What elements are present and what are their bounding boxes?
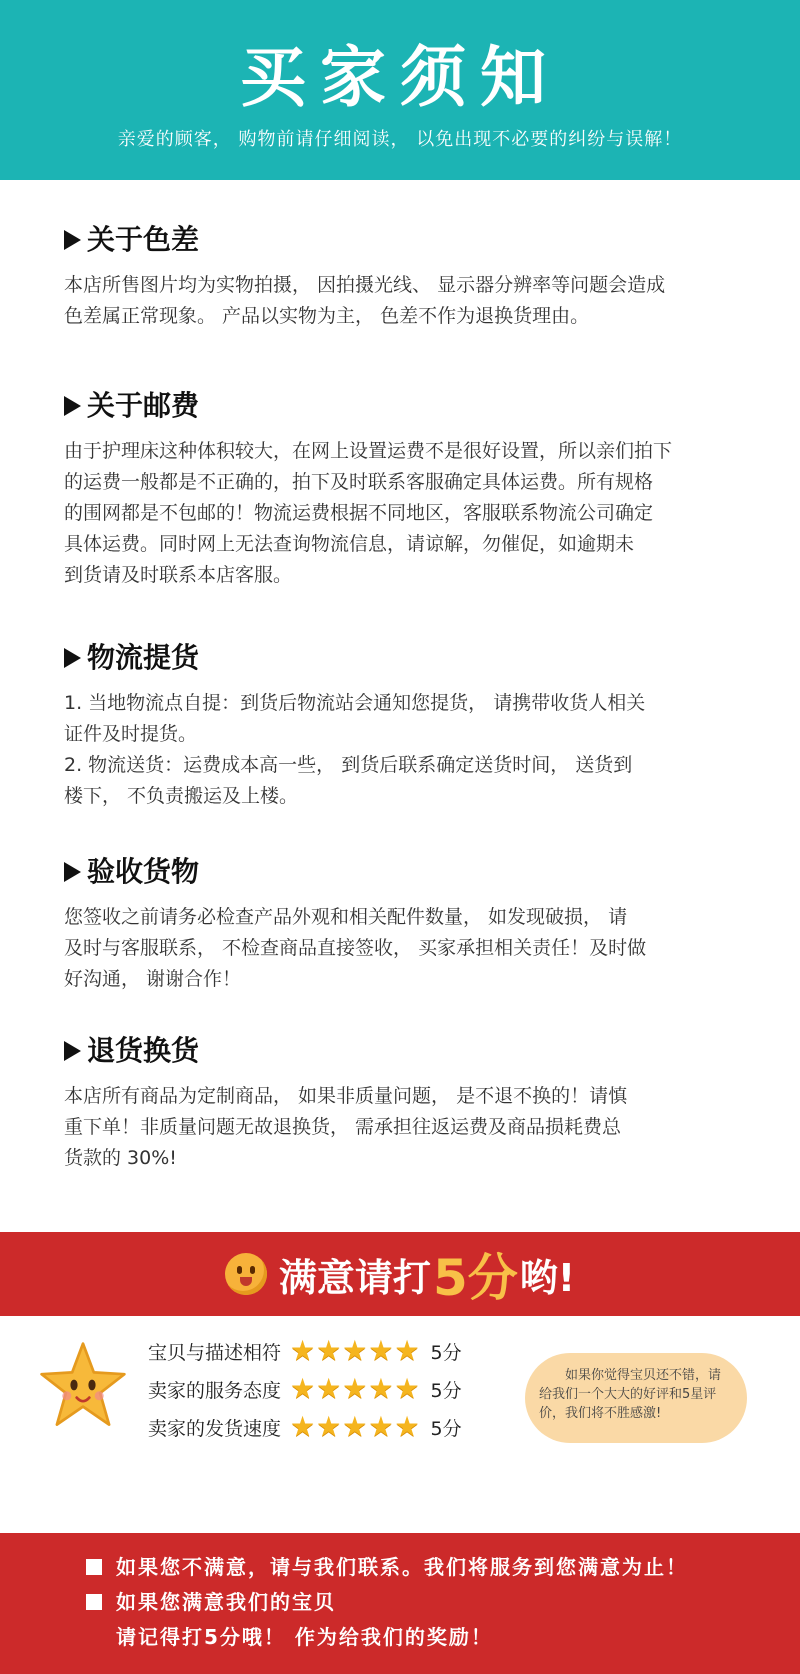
section-heading: 验收货物: [64, 854, 764, 890]
section-logistics-pickup: [64, 640, 764, 812]
section-body: 您签收之前请务必检查产品外观和相关配件数量， 如发现破损， 请 及时与客服联系， 不检查商品直接签收， 买家承担相关责任！及时做 好沟通， 谢谢合作！: [64, 906, 647, 990]
footer-banner: [0, 1533, 800, 1674]
star-icon: ★: [316, 1410, 342, 1443]
triangle-bullet-icon: [64, 230, 81, 250]
rating-row-description: 宝贝与描述相符 ★ ★ ★ ★ ★ 5分: [148, 1334, 462, 1367]
star-icon: ★: [394, 1410, 420, 1443]
smiley-face-icon: [225, 1253, 267, 1295]
section-color-difference: [64, 222, 764, 332]
page-title: 买家须知: [240, 39, 560, 116]
triangle-bullet-icon: [64, 396, 81, 416]
five-stars: [290, 1412, 421, 1442]
section-body: 1. 当地物流点自提：到货后物流站会通知您提货， 请携带收货人相关 证件及时提货。 2. 物流送货：运费成本高一些， 到货后联系确定送货时间， 送货到 楼下， 不负责搬运及上楼。: [64, 692, 646, 807]
square-bullet-icon: [86, 1594, 102, 1610]
star-icon: ★: [342, 1334, 368, 1367]
ratings-panel: [0, 1316, 800, 1532]
footer-line-unsatisfied: 如果您不满意，请与我们联系。我们将服务到您满意为止！: [86, 1550, 688, 1584]
section-inspection: [64, 854, 764, 995]
footer-line-satisfied: 如果您满意我们的宝贝: [86, 1585, 336, 1619]
star-icon: ★: [394, 1372, 420, 1405]
star-icon: ★: [342, 1372, 368, 1405]
page-subtitle: 亲爱的顾客， 购物前请仔细阅读， 以免出现不必要的纠纷与误解！: [117, 129, 683, 150]
section-body: 由于护理床这种体积较大，在网上设置运费不是很好设置，所以亲们拍下 的运费一般都是不正确的，拍下及时联系客服确定具体运费。所有规格 的围网都是不包邮的！物流运费根据不同地区，客服联系物流公司确定 具体运费。同时网上无法查询物流信息，请谅解，勿催促，如逾期未 到货请及时联系本店客服。: [64, 440, 673, 586]
section-body: 本店所售图片均为实物拍摄， 因拍摄光线、 显示器分辨率等问题会造成 色差属正常现象。 产品以实物为主， 色差不作为退换货理由。: [64, 274, 666, 327]
section-heading: 退货换货: [64, 1033, 764, 1069]
star-icon: ★: [394, 1334, 420, 1367]
review-request-bubble: 如果你觉得宝贝还不错，请给我们一个大大的好评和5星评价，我们将不胜感激!: [525, 1353, 747, 1443]
triangle-bullet-icon: [64, 648, 81, 668]
section-returns: [64, 1033, 764, 1174]
rating-row-delivery: 卖家的发货速度 ★ ★ ★ ★ ★ 5分: [148, 1410, 462, 1443]
star-icon: ★: [290, 1334, 316, 1367]
triangle-bullet-icon: [64, 1041, 81, 1061]
star-icon: ★: [368, 1410, 394, 1443]
star-icon: ★: [316, 1372, 342, 1405]
star-icon: ★: [368, 1334, 394, 1367]
star-icon: ★: [290, 1372, 316, 1405]
section-heading: 关于邮费: [64, 388, 764, 424]
star-icon: ★: [290, 1410, 316, 1443]
star-icon: ★: [368, 1372, 394, 1405]
rating-row-service: 卖家的服务态度 ★ ★ ★ ★ ★ 5分: [148, 1372, 462, 1405]
footer-line-reward: 请记得打5分哦！ 作为给我们的奖励！: [116, 1625, 493, 1649]
section-heading: 物流提货: [64, 640, 764, 676]
star-icon: ★: [316, 1334, 342, 1367]
five-stars: [290, 1336, 421, 1366]
five-stars: [290, 1374, 421, 1404]
square-bullet-icon: [86, 1559, 102, 1575]
header-banner: [0, 0, 800, 180]
section-heading: 关于色差: [64, 222, 764, 258]
section-shipping-fee: [64, 388, 764, 591]
star-icon: ★: [342, 1410, 368, 1443]
section-body: 本店所有商品为定制商品， 如果非质量问题， 是不退不换的！请慎 重下单！非质量问题无故退换货， 需承担往返运费及商品损耗费总 货款的 30%!: [64, 1085, 628, 1169]
five-points-highlight: 5分: [432, 1249, 518, 1307]
triangle-bullet-icon: [64, 862, 81, 882]
rating-banner: 满意请打 5分 哟!: [0, 1232, 800, 1316]
star-mascot-icon: [38, 1340, 128, 1430]
